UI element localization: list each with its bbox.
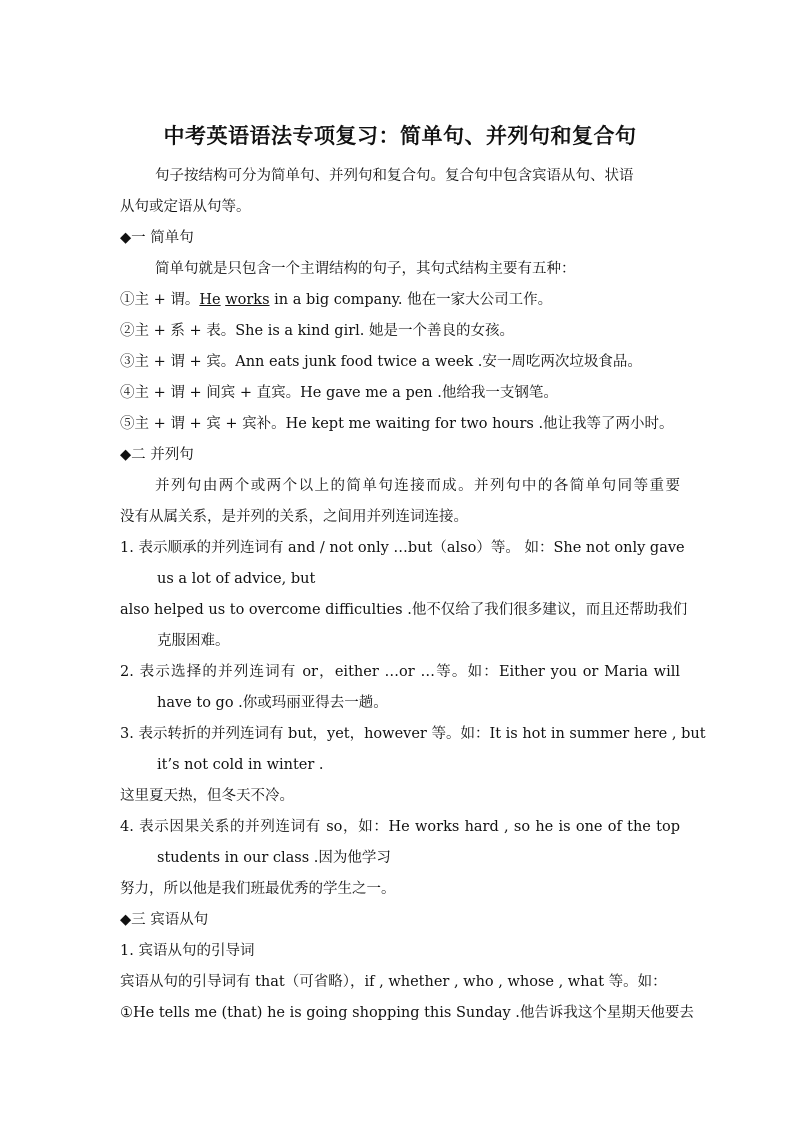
compound-point-4-line-1: 4. 表示因果关系的并列连词有 so，如：He works hard , so he is one of the top	[120, 819, 680, 835]
simple-sentence-item-2: ②主 + 系 + 表。She is a kind girl. 她是一个善良的女孩。	[120, 323, 514, 339]
compound-point-3-line-1: 3. 表示转折的并列连词有 but，yet，however 等。如：It is hot in summer here , but	[120, 726, 706, 742]
compound-point-4-line-2: students in our class .因为他学习	[157, 850, 391, 866]
compound-point-2-line-2: have to go .你或玛丽亚得去一趟。	[157, 695, 388, 711]
intro-line-2: 从句或定语从句等。	[120, 199, 251, 215]
item-1-structure: ①主 + 谓。	[120, 292, 200, 308]
underlined-verb: works	[225, 292, 270, 308]
compound-point-1-line-2: us a lot of advice, but	[157, 571, 316, 587]
simple-sentence-item-1	[120, 290, 680, 310]
compound-point-2-line-1: 2. 表示选择的并列连词有 or，either …or …等。如：Either you or Maria will	[120, 664, 680, 680]
compound-description-line-2: 没有从属关系，是并列的关系，之间用并列连词连接。	[120, 509, 468, 525]
section-heading-object-clause: ◆三 宾语从句	[120, 912, 209, 928]
object-clause-line-1: 宾语从句的引导词有 that（可省略），if , whether , who , whose , what 等。如：	[120, 974, 667, 990]
compound-point-1-line-1: 1. 表示顺承的并列连词有 and / not only …but（also）等。 如：She not only gave	[120, 540, 685, 556]
simple-sentence-item-4: ④主 + 谓 + 间宾 + 直宾。He gave me a pen .他给我一支钢笔。	[120, 385, 558, 401]
compound-point-3-line-2: it’s not cold in winter .	[157, 757, 324, 773]
simple-sentence-item-3: ③主 + 谓 + 宾。Ann eats junk food twice a week .安一周吃两次垃圾食品。	[120, 354, 642, 370]
item-1-rest: in a big company. 他在一家大公司工作。	[269, 292, 553, 308]
section-heading-compound-sentence: ◆二 并列句	[120, 447, 194, 463]
underlined-subject: He	[199, 292, 221, 308]
object-clause-subheading: 1. 宾语从句的引导词	[120, 943, 255, 959]
compound-point-1-line-3: also helped us to overcome difficulties .他不仅给了我们很多建议，而且还帮助我们	[120, 602, 688, 618]
compound-point-3-line-3: 这里夏天热，但冬天不冷。	[120, 788, 294, 804]
compound-point-1-line-4: 克服困难。	[157, 633, 230, 649]
intro-line-1: 句子按结构可分为简单句、并列句和复合句。复合句中包含宾语从句、状语	[155, 168, 634, 184]
object-clause-line-2: ①He tells me (that) he is going shopping this Sunday .他告诉我这个星期天他要去	[120, 1005, 694, 1021]
simple-sentence-item-5: ⑤主 + 谓 + 宾 + 宾补。He kept me waiting for two hours .他让我等了两小时。	[120, 416, 674, 432]
page-title: 中考英语语法专项复习：简单句、并列句和复合句	[163, 123, 637, 148]
compound-point-4-line-3: 努力，所以他是我们班最优秀的学生之一。	[120, 881, 396, 897]
section-heading-simple-sentence: ◆一 简单句	[120, 230, 194, 246]
simple-sentence-description: 简单句就是只包含一个主谓结构的句子，其句式结构主要有五种：	[155, 261, 576, 277]
compound-description-line-1: 并列句由两个或两个以上的简单句连接而成。并列句中的各简单句同等重要	[155, 478, 680, 494]
